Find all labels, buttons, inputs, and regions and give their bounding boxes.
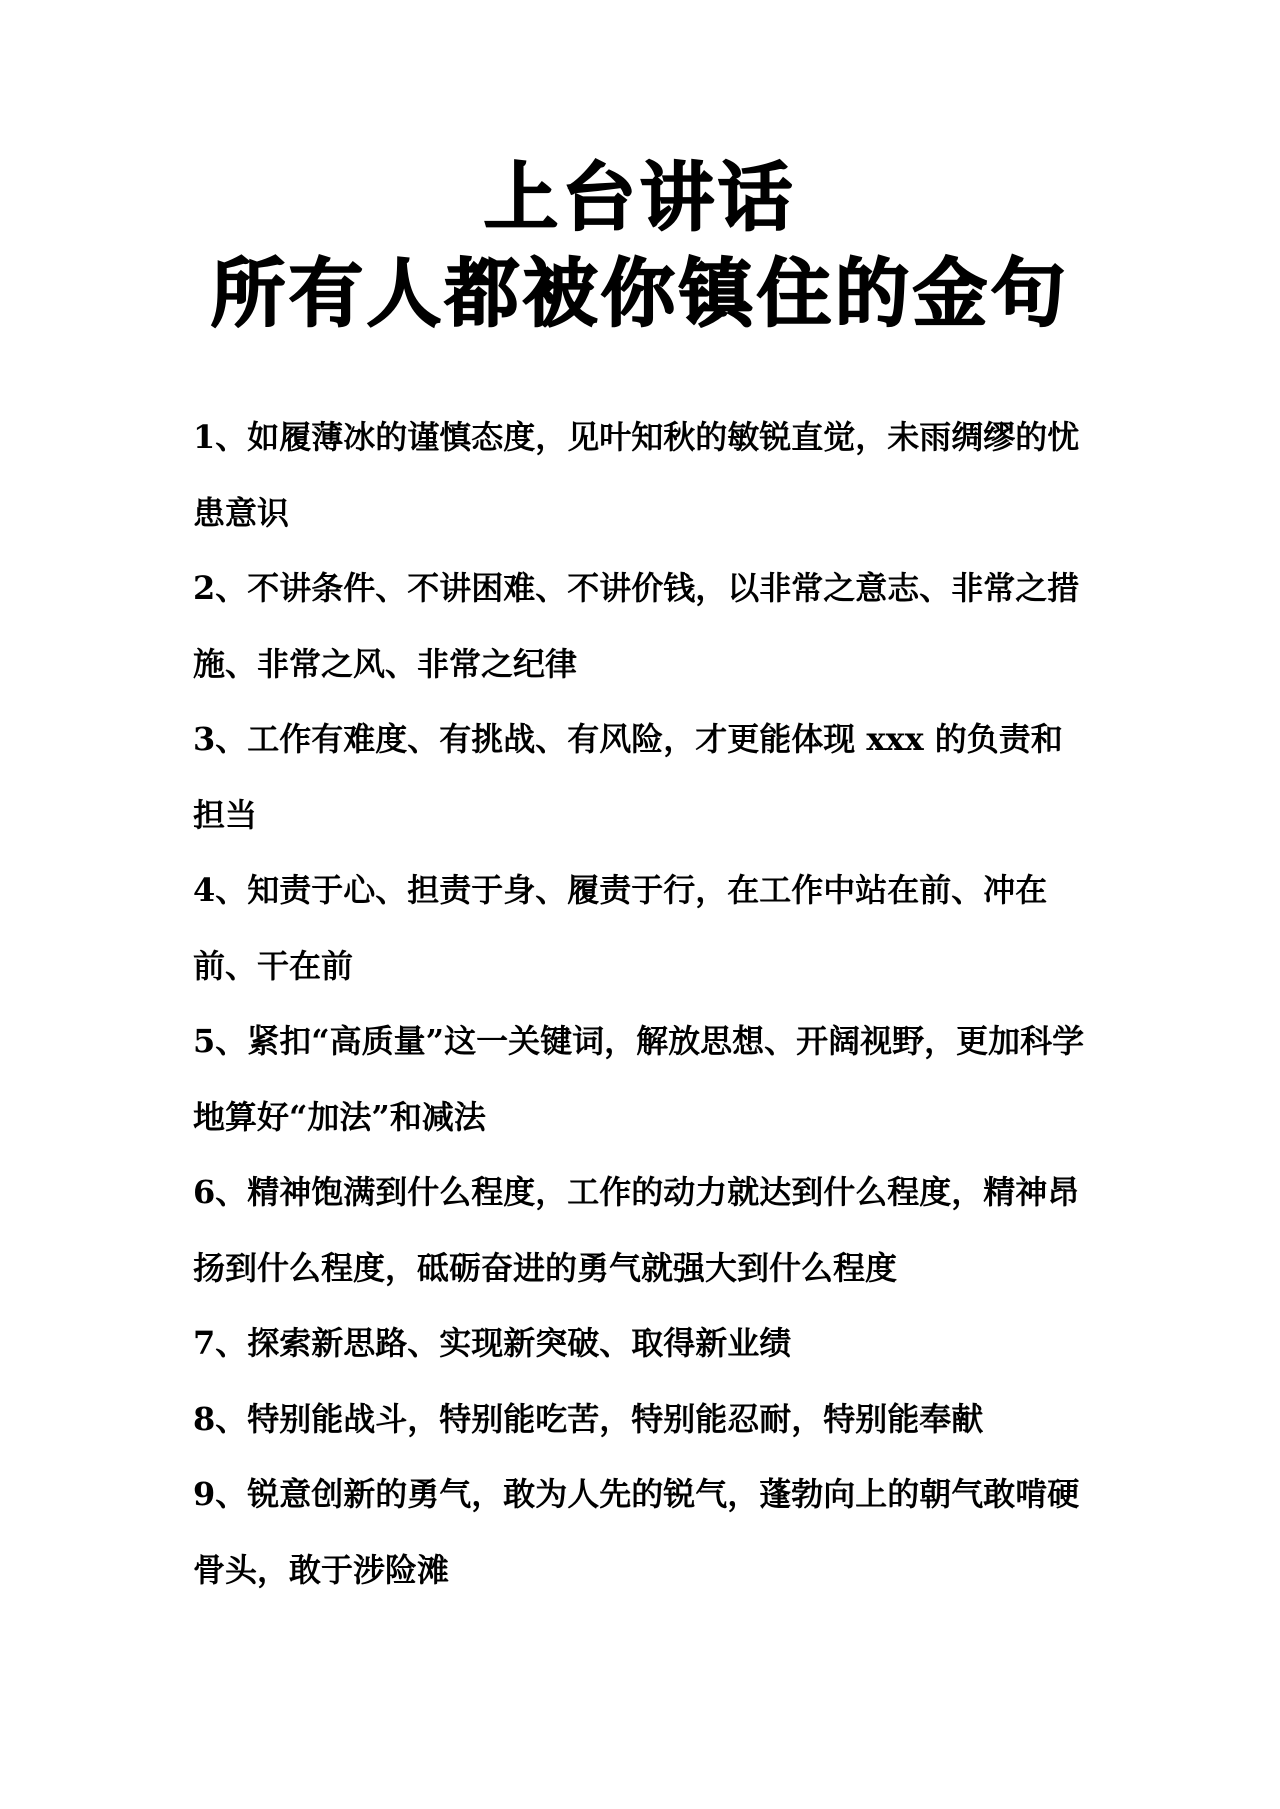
list-item: 2、不讲条件、不讲困难、不讲价钱，以非常之意志、非常之措施、非常之风、非常之纪律 — [193, 569, 1080, 683]
list-item: 4、知责于心、担责于身、履责于行，在工作中站在前、冲在前、干在前 — [193, 871, 1048, 985]
list-item: 9、锐意创新的勇气，敢为人先的锐气，蓬勃向上的朝气敢啃硬骨头，敢于涉险滩 — [193, 1475, 1080, 1589]
list-item: 6、精神饱满到什么程度，工作的动力就达到什么程度，精神昂扬到什么程度，砥砺奋进的勇气就强大到什么程度 — [193, 1173, 1080, 1287]
quote-list — [193, 400, 1093, 1608]
list-item: 5、紧扣“高质量”这一关键词，解放思想、开阔视野，更加科学地算好“加法”和减法 — [193, 1022, 1085, 1136]
title-line-1: 上台讲话 — [484, 155, 796, 241]
list-item: 7、探索新思路、实现新突破、取得新业绩 — [193, 1324, 792, 1362]
list-item: 1、如履薄冰的谨慎态度，见叶知秋的敏锐直觉，未雨绸缪的忧患意识 — [193, 418, 1080, 532]
list-item: 3、工作有难度、有挑战、有风险，才更能体现 xxx 的负责和担当 — [193, 720, 1063, 834]
list-item: 8、特别能战斗，特别能吃苦，特别能忍耐，特别能奉献 — [193, 1399, 984, 1438]
page-title — [0, 150, 1280, 342]
title-line-2: 所有人都被你镇住的金句 — [211, 251, 1069, 337]
